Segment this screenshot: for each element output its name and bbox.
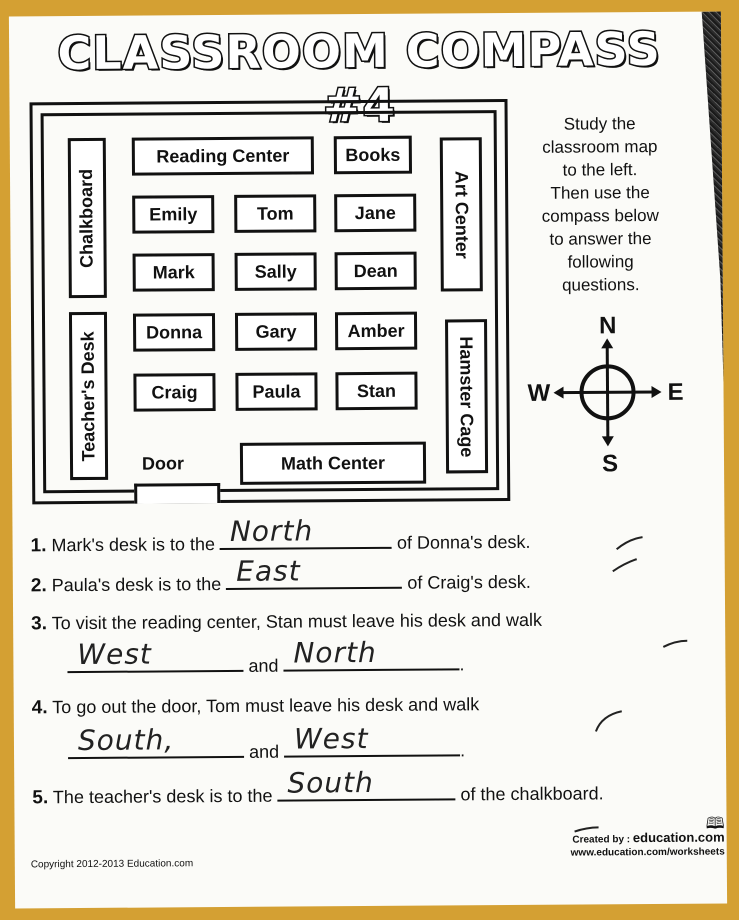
desk-label: Craig: [151, 381, 198, 403]
check-mark-icon: [615, 533, 645, 553]
reading-center-box: [132, 136, 314, 175]
desk-stan: [335, 372, 417, 411]
question-5: [32, 765, 604, 809]
desk-label: Amber: [347, 320, 405, 341]
created-by-label: Created by :: [572, 834, 631, 846]
desk-label: Stan: [356, 380, 397, 401]
chalkboard-box: [68, 138, 107, 298]
handwritten-answer: West: [77, 637, 152, 672]
question-text: of the chalkboard.: [460, 783, 604, 805]
door-label: Door: [141, 453, 185, 474]
math-center-label: Math Center: [280, 452, 386, 474]
handwritten-answer: South,: [77, 723, 175, 758]
question-text: Paula's desk is to the: [51, 574, 222, 596]
books-box: [334, 136, 412, 175]
desk-label: Emily: [149, 203, 198, 225]
desk-label: Paula: [252, 380, 301, 402]
question-4-answers: [68, 722, 466, 764]
question-number: 2.: [30, 575, 47, 597]
question-number: 4.: [31, 697, 48, 719]
question-number: 3.: [31, 613, 48, 635]
desk-label: Dean: [353, 260, 398, 281]
classroom-map: [29, 99, 510, 504]
teachers-desk-label: Teacher's Desk: [77, 330, 99, 462]
instructions: [510, 112, 691, 297]
question-2: [30, 554, 531, 597]
question-text: .: [459, 654, 465, 675]
instruction-line: Study the: [563, 114, 636, 134]
answer-blank[interactable]: [67, 637, 243, 673]
desk-label: Gary: [255, 320, 297, 342]
desk-label: Donna: [146, 321, 203, 343]
questions: [30, 514, 710, 809]
instruction-line: compass below: [541, 205, 659, 226]
desk-emily: [132, 195, 214, 234]
desk-label: Sally: [254, 260, 297, 282]
map-inner-border: [41, 110, 500, 493]
instruction-line: to answer the: [549, 229, 652, 249]
answer-blank[interactable]: [277, 765, 455, 801]
check-mark-icon: [611, 555, 641, 575]
instruction-line: following: [567, 252, 634, 272]
instruction-line: classroom map: [542, 136, 658, 157]
question-text: Mark's desk is to the: [51, 534, 216, 556]
answer-blank[interactable]: [226, 554, 402, 590]
question-text: of Craig's desk.: [407, 571, 531, 593]
handwritten-answer: West: [293, 722, 369, 756]
compass-north: N: [598, 312, 617, 340]
question-text: .: [460, 740, 466, 761]
education-logo: education.com: [632, 829, 725, 846]
compass-south: S: [601, 450, 619, 478]
question-text: To go out the door, Tom must leave his desk and walk: [52, 694, 480, 718]
desk-paula: [235, 372, 317, 411]
reading-center-label: Reading Center: [156, 145, 290, 166]
book-logo-icon: 🕮: [705, 815, 725, 833]
question-3: [31, 610, 542, 636]
desk-sally: [235, 252, 317, 291]
desk-gary: [235, 312, 317, 351]
instruction-line: to the left.: [562, 160, 638, 180]
desk-label: Jane: [354, 202, 396, 223]
desk-craig: [133, 373, 215, 412]
answer-blank[interactable]: [283, 635, 459, 671]
handwritten-answer: North: [293, 635, 377, 670]
instruction-line: questions.: [561, 275, 640, 295]
teachers-desk-box: [69, 312, 108, 480]
question-number: 5.: [32, 787, 49, 809]
chalkboard-label: Chalkboard: [76, 168, 98, 268]
desk-tom: [234, 194, 316, 233]
desk-mark: [133, 253, 215, 292]
worksheets-url: www.education.com/worksheets: [570, 846, 725, 859]
question-1: [30, 514, 531, 557]
answer-blank[interactable]: [68, 723, 244, 759]
footer-branding: [555, 815, 725, 860]
answer-blank[interactable]: [284, 722, 460, 757]
question-4: [32, 694, 480, 719]
desk-dean: [335, 252, 417, 291]
compass-east: E: [667, 378, 684, 406]
question-number: 1.: [30, 535, 47, 557]
question-3-answers: [67, 635, 465, 678]
art-center-box: [440, 137, 483, 291]
question-text: of Donna's desk.: [396, 531, 531, 553]
copyright-text: Copyright 2012-2013 Education.com: [30, 858, 194, 871]
art-center-label: Art Center: [451, 170, 473, 259]
instruction-line: Then use the: [550, 183, 650, 203]
check-mark-icon: [592, 709, 626, 735]
question-text: and: [248, 655, 279, 676]
math-center-box: [240, 442, 426, 485]
desk-donna: [133, 313, 215, 352]
books-label: Books: [345, 144, 401, 165]
worksheet-page: [9, 12, 727, 909]
handwritten-answer: South: [287, 765, 374, 800]
handwritten-answer: East: [236, 554, 301, 588]
question-text: The teacher's desk is to the: [52, 785, 273, 808]
hamster-cage-box: [445, 319, 488, 473]
answer-blank[interactable]: [220, 514, 392, 550]
desk-label: Tom: [256, 203, 294, 224]
question-text: and: [248, 741, 280, 762]
desk-label: Mark: [152, 261, 195, 282]
desk-jane: [334, 194, 416, 233]
compass-west: W: [527, 379, 551, 407]
question-text: To visit the reading center, Stan must leave his desk and walk: [51, 609, 543, 634]
page-title: CLASSROOM COMPASS #4: [57, 21, 661, 133]
hamster-cage-label: Hamster Cage: [456, 335, 478, 457]
door-opening: [134, 483, 220, 504]
handwritten-answer: North: [229, 514, 314, 548]
desk-amber: [335, 312, 417, 351]
check-mark-icon: [661, 635, 691, 655]
